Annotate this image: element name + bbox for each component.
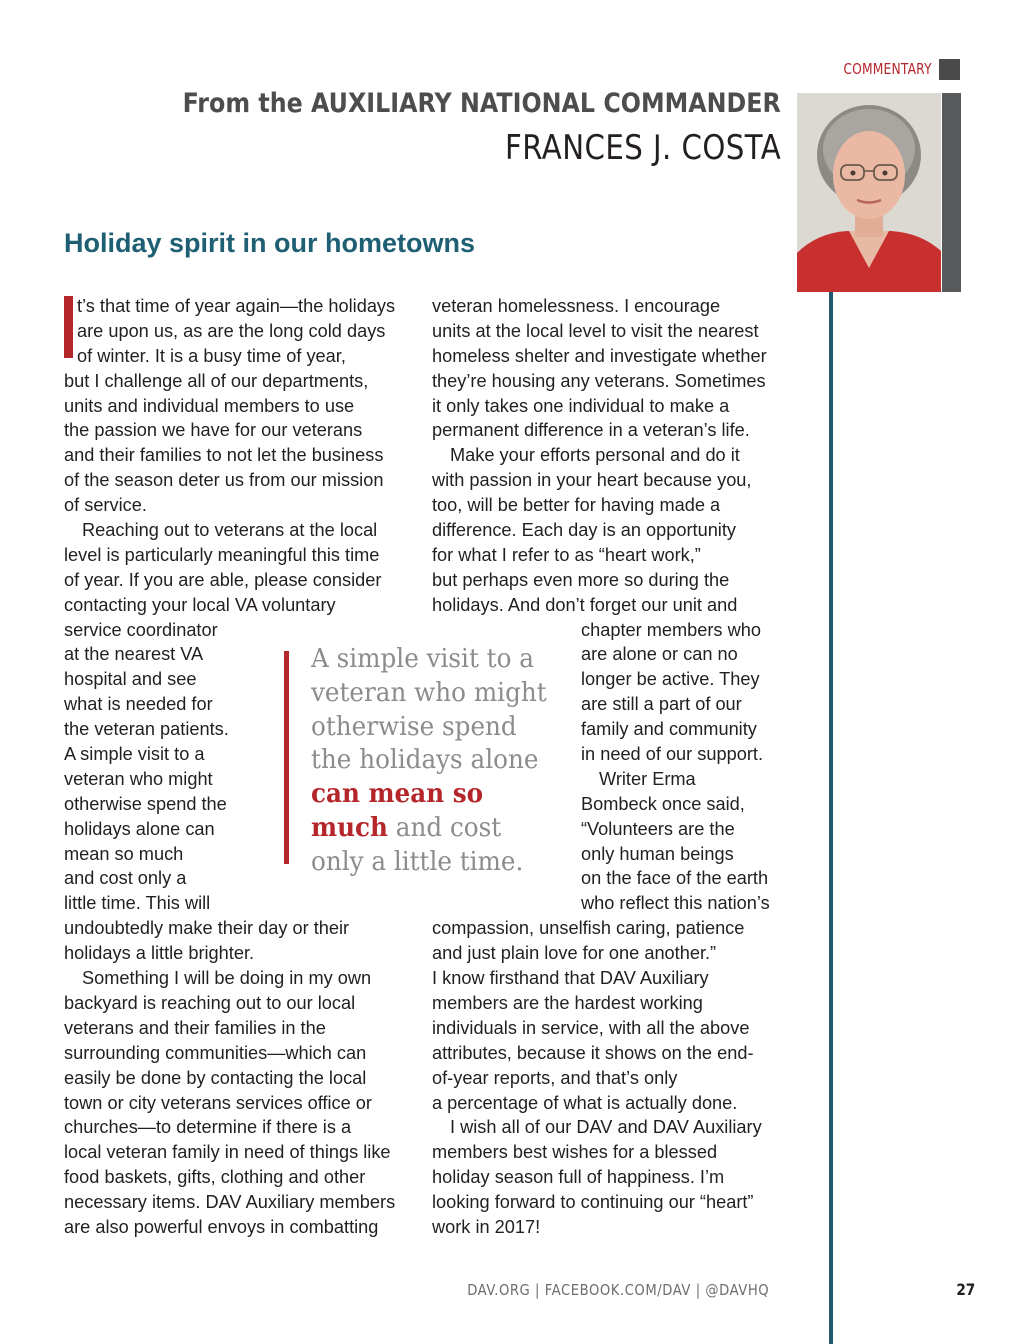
pull-quote-bar	[284, 651, 289, 864]
body-line: of the season deter us from our mission	[64, 470, 384, 491]
body-line: holidays. And don’t forget our unit and	[432, 594, 738, 615]
body-line: I know firsthand that DAV Auxiliary	[432, 968, 709, 989]
body-line: A simple visit to a	[64, 744, 205, 765]
body-line: units at the local level to visit the nearest	[432, 320, 759, 341]
body-line: local veteran family in need of things like	[64, 1142, 391, 1163]
body-line: permanent difference in a veteran’s life.	[432, 420, 750, 441]
body-line: I wish all of our DAV and DAV Auxiliary	[450, 1117, 762, 1138]
article-headline: Holiday spirit in our hometowns	[64, 228, 476, 258]
body-line: of-year reports, and that’s only	[432, 1067, 678, 1088]
body-line: “Volunteers are the	[581, 818, 735, 839]
body-line: with passion in your heart because you,	[432, 470, 752, 491]
pull-quote-line: veteran who might	[311, 676, 547, 708]
body-line: but perhaps even more so during the	[432, 569, 730, 590]
body-line: holidays alone can	[64, 818, 215, 839]
body-line: only human beings	[581, 843, 734, 864]
body-line: veterans and their families in the	[64, 1017, 326, 1038]
body-line: t’s that time of year again—the holidays	[77, 296, 396, 316]
pull-quote	[311, 642, 547, 879]
body-line: of service.	[64, 495, 147, 516]
body-line: in need of our support.	[581, 744, 763, 765]
body-line: food baskets, gifts, clothing and other	[64, 1167, 366, 1188]
portrait-accent-bar	[942, 93, 961, 292]
body-line: but I challenge all of our departments,	[64, 370, 369, 391]
body-line: surrounding communities—which can	[64, 1042, 367, 1063]
body-line: difference. Each day is an opportunity	[432, 520, 736, 541]
pull-quote-line: the holidays alone	[311, 744, 539, 776]
body-line: Something I will be doing in my own	[82, 968, 372, 989]
body-line: are also powerful envoys in combatting	[64, 1216, 379, 1237]
body-line: are upon us, as are the long cold days	[77, 320, 386, 341]
footer-links: DAV.ORG | FACEBOOK.COM/DAV | @DAVHQ	[466, 1281, 769, 1299]
pull-quote-text: and cost	[387, 811, 502, 843]
body-line: individuals in service, with all the above	[432, 1017, 750, 1038]
body-line: undoubtedly make their day or their	[64, 918, 350, 939]
author-portrait	[797, 93, 941, 292]
body-line: for what I refer to as “heart work,”	[432, 544, 701, 565]
body-line: they’re housing any veterans. Sometimes	[432, 370, 766, 391]
body-line: churches—to determine if there is a	[64, 1117, 352, 1138]
body-line: longer be active. They	[581, 669, 760, 690]
body-line: members best wishes for a blessed	[432, 1142, 718, 1163]
body-line: the veteran patients.	[64, 719, 229, 740]
body-line: family and community	[581, 719, 757, 740]
body-line: of winter. It is a busy time of year,	[77, 345, 346, 366]
body-line: Bombeck once said,	[581, 793, 745, 814]
body-line: town or city veterans services office or	[64, 1092, 372, 1113]
pull-quote-line: A simple visit to a	[311, 643, 534, 674]
body-line: backyard is reaching out to our local	[64, 992, 356, 1013]
body-line: contacting your local VA voluntary	[64, 594, 336, 615]
section-marker	[939, 59, 960, 80]
body-line: at the nearest VA	[64, 644, 204, 665]
body-line: too, will be better for having made a	[432, 495, 721, 516]
section-label: COMMENTARY	[843, 60, 932, 78]
body-line: mean so much	[64, 843, 184, 864]
body-line: Writer Erma	[599, 768, 696, 789]
body-line: chapter members who	[581, 619, 761, 640]
body-line: Reaching out to veterans at the local	[82, 520, 378, 541]
body-line: compassion, unselfish caring, patience	[432, 918, 745, 939]
body-line: little time. This will	[64, 893, 211, 914]
body-line: are alone or can no	[581, 644, 738, 665]
body-line: work in 2017!	[432, 1216, 541, 1237]
body-line: holidays a little brighter.	[64, 943, 255, 964]
column-title: From the AUXILIARY NATIONAL COMMANDER	[182, 88, 781, 119]
body-line: hospital and see	[64, 669, 197, 690]
body-line: veteran homelessness. I encourage	[432, 296, 721, 316]
body-line: the passion we have for our veterans	[64, 420, 363, 441]
pull-quote-line	[311, 811, 547, 845]
body-line: who reflect this nation’s	[581, 893, 770, 914]
pull-quote-emphasis: much	[311, 811, 388, 843]
body-line: are still a part of our	[581, 694, 742, 715]
pull-quote-emphasis: can mean so	[311, 778, 484, 810]
body-line: holiday season full of happiness. I’m	[432, 1167, 725, 1188]
body-line: easily be done by contacting the local	[64, 1067, 367, 1088]
pull-quote-line: only a little time.	[311, 845, 524, 877]
body-line: units and individual members to use	[64, 395, 355, 416]
body-line: attributes, because it shows on the end-	[432, 1042, 754, 1063]
pull-quote-line: otherwise spend	[311, 710, 517, 742]
body-line: what is needed for	[64, 694, 213, 715]
body-line: a percentage of what is actually done.	[432, 1092, 738, 1113]
body-line: it only takes one individual to make a	[432, 395, 730, 416]
portrait-photo-icon	[797, 93, 941, 292]
body-line: Make your efforts personal and do it	[450, 445, 740, 466]
body-line: of year. If you are able, please consider	[64, 569, 382, 590]
body-line: service coordinator	[64, 619, 218, 640]
body-line: necessary items. DAV Auxiliary members	[64, 1192, 396, 1213]
body-line: level is particularly meaningful this time	[64, 544, 380, 565]
body-line: members are the hardest working	[432, 992, 703, 1013]
body-line: homeless shelter and investigate whether	[432, 345, 767, 366]
body-line: looking forward to continuing our “heart”	[432, 1192, 754, 1213]
body-line: and just plain love for one another.”	[432, 943, 717, 964]
body-line: on the face of the earth	[581, 868, 769, 889]
body-line: and their families to not let the business	[64, 445, 384, 466]
page-number: 27	[956, 1280, 975, 1299]
body-line: otherwise spend the	[64, 793, 227, 814]
body-line: veteran who might	[64, 768, 213, 789]
vertical-rule	[829, 292, 833, 1344]
author-name: FRANCES J. COSTA	[504, 128, 781, 168]
body-line: and cost only a	[64, 868, 187, 889]
